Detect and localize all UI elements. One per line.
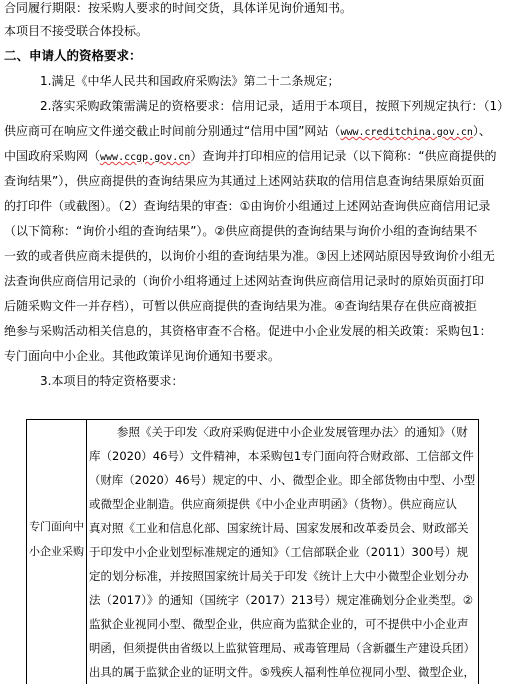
table-right-border — [478, 420, 479, 684]
table-content-line-1: 参照《关于印发〈政府采购促进中小企业发展管理办法〉的通知》（财 — [117, 425, 468, 439]
credit-url: www.creditchina.gov.cn — [340, 127, 473, 138]
table-label-cell — [27, 420, 87, 684]
req2-line-8: 法查询供应商信用记录的（询价小组将通过上述网站查询供应商信用记录时的原始页面打印 — [4, 274, 485, 288]
contract-period-text: 合同履行期限：按采购人要求的时间交货，具体详见询价通知书。 — [4, 1, 353, 15]
table-content-line-6: 于印发中小企业划型标准规定的通知》（工信部联企业（2011）300号）规 — [89, 545, 468, 559]
req2-line-5: 的打印件（或截图）。（2）查询结果的审查：①由询价小组通过上述网站查询供应商信用记录 — [4, 199, 491, 213]
req2-line-9: 后随采购文件一并存档），可暂以供应商提供的查询结果为准。④查询结果存在供应商被拒 — [4, 299, 477, 313]
table-content-line-11: 出具的属于监狱企业的证明文件。⑤残疾人福利性单位视同小型、微型企业， — [89, 665, 475, 679]
req2-line-3-text: 中国政府采购网（ — [4, 149, 101, 163]
table-content-line-4: 或微型企业制造。供应商须提供《中小企业声明函》（货物）。供应商应认 — [89, 497, 457, 511]
req2-line-2 — [4, 124, 491, 140]
table-content-line-10: 明函，但须提供由省级以上监狱管理局、戒毒管理局（含新疆生产建设兵团） — [89, 641, 475, 655]
req3-text: 3.本项目的特定资格要求： — [40, 374, 184, 388]
req2-line-2-text: 供应商可在响应文件递交截止时间前分别通过“信用中国”网站（ — [4, 124, 341, 138]
table-label-line-1: 专门面向中 — [29, 520, 84, 533]
table-content-line-5: 真对照《工业和信息化部、国家统计局、国家发展和改革委员会、财政部关 — [89, 521, 469, 535]
req2-line-1: 2.落实采购政策需满足的资格要求：信用记录，适用于本项目，按照下列规定执行：（1） — [40, 99, 510, 113]
table-content-line-7: 定的划分标准，并按照国家统计局关于印发《统计上大中小微型企业划分办 — [89, 569, 469, 583]
section-title: 二、申请人的资格要求： — [4, 48, 142, 63]
req2-line-4: 查询结果”），供应商提供的查询结果应为其通过上述网站获取的信用信息查询结果原始页面 — [4, 174, 485, 188]
req2-line-6: （以下简称：“询价小组的查询结果”）。②供应商提供的查询结果与询价小组的查询结果不 — [4, 224, 478, 238]
req1-text: 1.满足《中华人民共和国政府采购法》第二十二条规定； — [40, 74, 340, 88]
table-content-line-3: （财库（2020）46号）规定的中、小、微型企业。即全部货物由中型、小型 — [89, 473, 476, 487]
ccgp-url: www.ccgp.gov.cn — [100, 152, 191, 163]
req2-line-7: 一致的或者供应商未提供的，以询价小组的查询结果为准。③因上述网站原因导致询价小组无 — [4, 249, 495, 263]
req2-line-3-tail: ）查询并打印相应的信用记录（以下简称：“供应商提供的 — [190, 149, 497, 163]
table-content-line-9: 监狱企业视同小型、微型企业，供应商为监狱企业的，可不提供中小企业声 — [89, 617, 469, 631]
table-label-line-2: 小企业采购 — [29, 545, 84, 558]
req2-line-11: 专门面向中小企业。其他政策详见询价通知书要求。 — [4, 349, 281, 363]
table-content-line-8: 法（2017）》的通知（国统字（2017）213号）规定准确划分企业类型。② — [89, 593, 474, 607]
qualification-table — [26, 419, 479, 684]
req2-line-2-tail: ）、 — [472, 124, 491, 138]
no-consortium-text: 本项目不接受联合体投标。 — [4, 24, 149, 38]
req2-line-3 — [4, 149, 497, 165]
req2-line-10: 绝参与采购活动相关信息的，其资格审查不合格。促进中小企业发展的相关政策：采购包1： — [4, 324, 492, 338]
table-content-line-2: 库（2020）46号）文件精神，本采购包1专门面向符合财政部、工信部文件 — [89, 449, 474, 463]
